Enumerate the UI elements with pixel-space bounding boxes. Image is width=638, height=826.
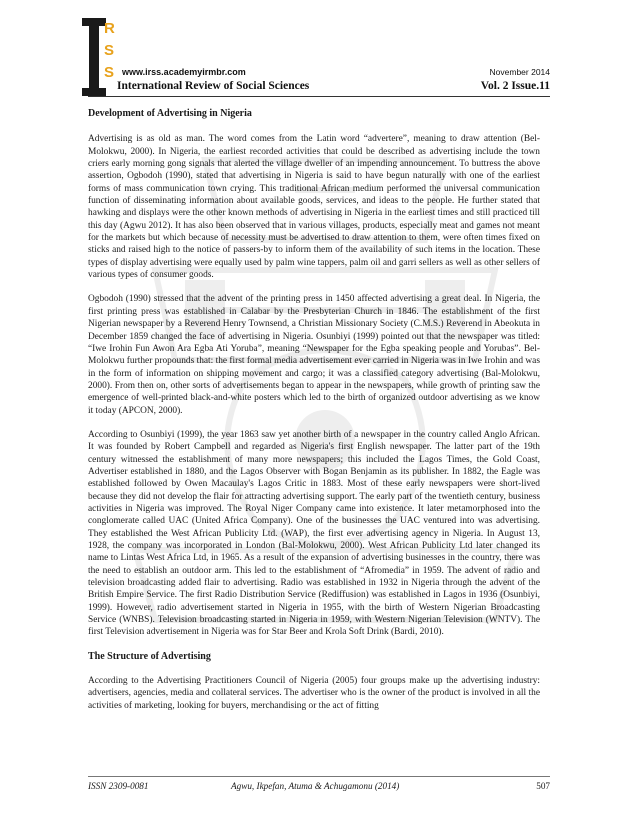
logo-letters xyxy=(104,18,120,84)
logo-letter-s1: S xyxy=(104,42,115,59)
header-divider xyxy=(88,96,550,97)
footer-issn: ISSN 2309-0081 xyxy=(88,781,149,791)
section-heading-structure: The Structure of Advertising xyxy=(88,650,211,662)
journal-url[interactable]: www.irss.academyirmbr.com xyxy=(122,67,246,77)
volume-issue: Vol. 2 Issue.11 xyxy=(480,80,550,92)
issue-date: November 2014 xyxy=(489,67,550,77)
footer-divider xyxy=(88,776,550,777)
article-body xyxy=(88,104,540,724)
paragraph: Advertising is as old as man. The word comes from the Latin word “advertere”, meaning to draw attention (Bel-Molokwu, 2000). In Nigeria, the earliest recorded activities that could be described as advertising include the town criers early morning gong signals that alerted the village dweller of an impending announcement. To buttress the above assertion, Ogbodoh (1990), stated that advertising in Nigeria is said to have begun naturally with one of the earliest forms of mass communication town crying. This traditional African medium performed the universal communication function of disseminating information about available goods, services, and ideas to the people. He further stated that hawking and displays were the other known methods of advertising in Nigeria in the earliest times and still practiced till this day (Agwu 2012). It has also been observed that in various villages, products, especially meat and games not meant for the markets but which because of necessity must be advertised to draw attention to them, were often times fixed on sticks and raised high to the notice of passers-by to inform them of the availability of such items in the location. These types of display advertising were equally used by palm wine tappers, palm oil and garri sellers as well as other sellers of various types of consumer goods. xyxy=(88,134,540,281)
paragraph: Ogbodoh (1990) stressed that the advent of the printing press in 1450 affected advertising a great deal. In Nigeria, the first printing press was established in Calabar by the Presbyterian Church in 1846. The establishment of the first Nigerian newspaper by a Reverend Henry Townsend, a Christian Missionary Society (C.M.S.) Reverend in Abeokuta in December 1859 changed the face of advertising in Nigeria. Osunbiyi (1999) pointed out that the newspaper was titled: “Iwe Irohin Fun Awon Ara Egba Ati Yoruba”, meaning “Newspaper for the Egba speaking people and Yorubas”. Bel-Molokwu further propounds that: the first formal media advertisement ever carried in Nigeria was in Iwe Irohin and was in the form of information on shipping movement and cargo; it was a classified category advertising (Bal-Molokwu, 2000). From then on, other sorts of advertisements began to appear in the newspapers, while growth of printing saw the emergence of well-printed black-and-white posters which led to the birth of organized outdoor advertising as we know it today (APCON, 2000). xyxy=(88,294,540,416)
section-heading-development: Development of Advertising in Nigeria xyxy=(88,108,252,119)
footer-authors: Agwu, Ikpefan, Atuma & Achugamonu (2014) xyxy=(231,781,400,791)
logo-letter-s2: S xyxy=(104,64,115,81)
page-number: 507 xyxy=(536,781,550,791)
journal-name: International Review of Social Sciences xyxy=(117,80,310,92)
paragraph: According to Osunbiyi (1999), the year 1863 saw yet another birth of a newspaper in the country called Anglo African. It was founded by Robert Campbell and regarded as Nigeria's first English newspaper. The latter part of the 19th century witnessed the establishment of many more newspapers; this included the Lagos Times, the Gold Coast, Advertiser established in 1880, and the Lagos Observer with Bogan Benjamin as its publisher. In 1882, the Eagle was established followed by Owen Macaulay's Lagos Critic in 1883. Most of these early newspapers were short-lived because they did not develop the flair for attracting advertising support. The early part of the twentieth century, business activities in Nigeria was improved. The Royal Niger Company came into existence. It later metamorphosed into the conglomerate called UAC (United Africa Company). One of the businesses the UAC ventured into was advertising. They established the West African Publicity Ltd. (WAP), the first ever advertising agency in Nigeria. In August 13, 1928, the company was incorporated in London (Bal-Molokwu, 2000). West African Publicity Ltd later changed its name to Lintas West Africa Ltd, in 1965. As a result of the expansion of advertising businesses in the country, there was the need to establish an outdoor arm. This led to the establishment of “Afromedia” in 1959. The advent of radio and television broadcasting added flair to advertising. Radio was established in 1932 in Nigeria through the advent of the British Empire Service. The first Radio Distribution Service (Rediffusion) was established in Lagos in 1936 (Osunbiyi, 1999). However, radio advertisement started in Nigeria in 1955, with the birth of Western Nigerian Broadcasting Service (WNBS). Television broadcasting started in Nigeria in 1959, with Western Nigerian Television (WNTV). The first Television advertisement in Nigeria was for Star Beer and Krola Soft Drink (Bardi, 2010). xyxy=(88,429,540,638)
logo-letter-r: R xyxy=(104,20,115,37)
paragraph: According to the Advertising Practitioners Council of Nigeria (2005) four groups make up the advertising industry: advertisers, agencies, media and collateral services. The advertiser who is the owner of the product is involved in all the activities of marketing, looking for buyers, merchandising or the act of fitting xyxy=(88,676,540,711)
